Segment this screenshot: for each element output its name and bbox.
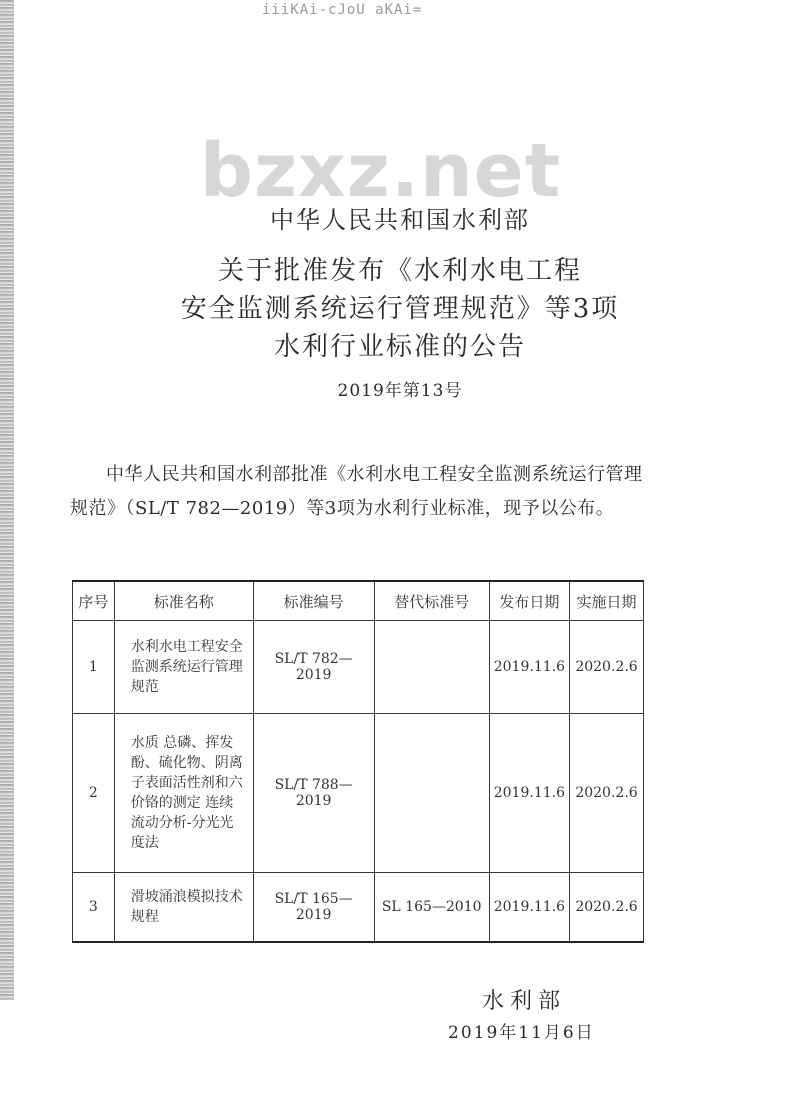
cell-standard-code: SL/T 165—2019 [253,873,374,943]
cell-effective-date: 2020.2.6 [570,714,644,873]
header-serial: 序号 [73,581,115,621]
header-replaced-code: 替代标准号 [374,581,489,621]
cell-serial: 3 [73,873,115,943]
cell-standard-code: SL/T 788—2019 [253,714,374,873]
watermark: bzxz.net [200,128,562,214]
table-header-row [73,581,644,621]
cell-standard-name: 滑坡涌浪模拟技术规程 [114,873,253,943]
table-row [73,873,644,943]
signature-organization: 水利部 [482,989,567,1014]
title-line-2: 安全监测系统运行管理规范》等3项 [180,294,620,324]
announcement-body: 中华人民共和国水利部批准《水利水电工程安全监测系统运行管理规范》（SL/T 782—2019）等3项为水利行业标准，现予以公布。 [70,464,643,519]
cell-issue-date: 2019.11.6 [489,714,569,873]
title-line-1: 关于批准发布《水利水电工程 [217,256,582,286]
table-row [73,621,644,714]
cell-effective-date: 2020.2.6 [570,873,644,943]
title-line-3: 水利行业标准的公告 [273,332,526,362]
table-row [73,714,644,873]
issuing-ministry: 中华人民共和国水利部 [270,206,530,234]
header-standard-name: 标准名称 [114,581,253,621]
header-scan-noise: iiiKAi-cJoU aKAi= [262,2,423,18]
cell-replaced-code [374,621,489,714]
cell-serial: 1 [73,621,115,714]
document-number: 2019年第13号 [337,381,463,401]
header-issue-date: 发布日期 [489,581,569,621]
cell-serial: 2 [73,714,115,873]
cell-issue-date: 2019.11.6 [489,621,569,714]
standards-table [72,580,644,943]
cell-replaced-code [374,714,489,873]
cell-standard-name: 水利水电工程安全监测系统运行管理规范 [114,621,253,714]
cell-standard-code: SL/T 782—2019 [253,621,374,714]
cell-replaced-code: SL 165—2010 [374,873,489,943]
cell-standard-name: 水质 总磷、挥发酚、硫化物、阴离子表面活性剂和六价铬的测定 连续流动分析-分光光度法 [114,714,253,873]
header-effective-date: 实施日期 [570,581,644,621]
cell-issue-date: 2019.11.6 [489,873,569,943]
cell-effective-date: 2020.2.6 [570,621,644,714]
signature-date: 2019年11月6日 [448,1023,595,1043]
header-standard-code: 标准编号 [253,581,374,621]
scan-edge-artifact [0,0,14,1000]
